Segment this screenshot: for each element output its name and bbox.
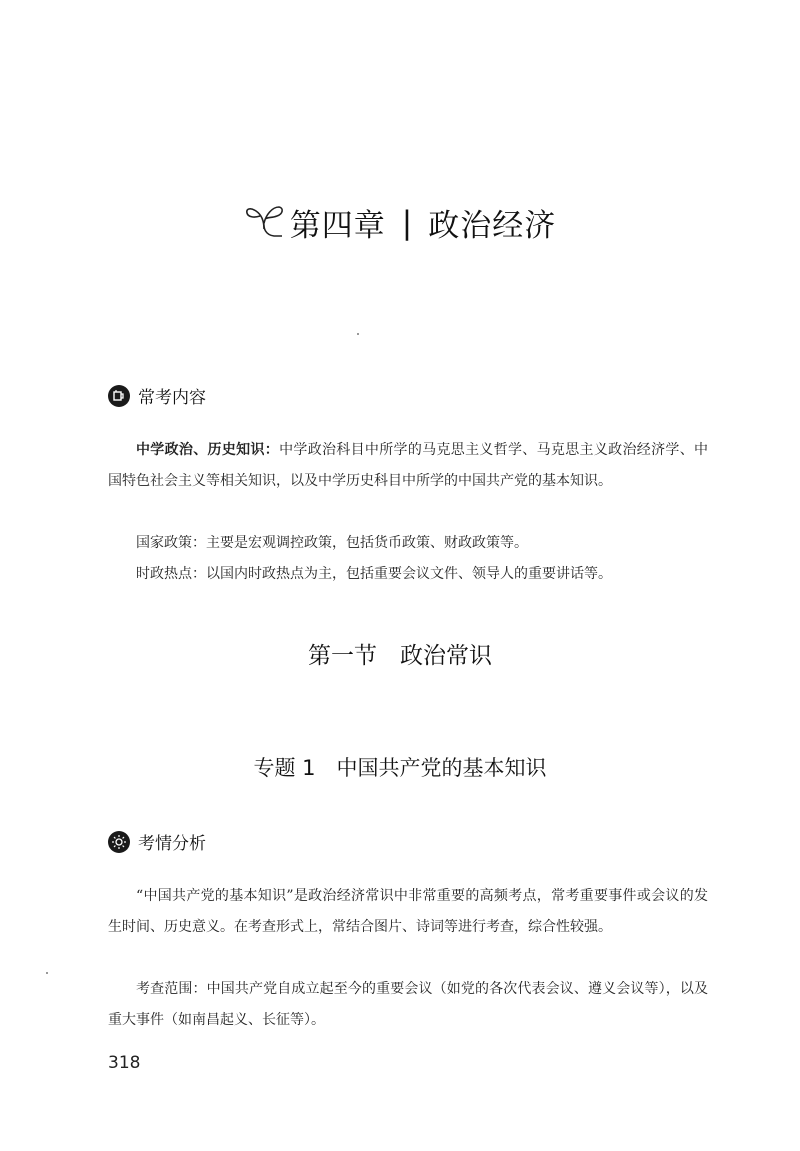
frequent-content-title: 常考内容: [138, 388, 206, 408]
chapter-separator: |: [401, 204, 413, 241]
item-text: 中学政治科目中所学的马克思主义哲学、马克思主义政治经济学、中国特色社会主义等相关知识，以及中学历史科目中所学的中国共产党的基本知识。: [108, 442, 708, 489]
analysis-scope-paragraph: 考查范围：中国共产党自成立起至今的重要会议（如党的各次代表会议、遵义会议等），以及重大事件（如南昌起义、长征等）。: [108, 981, 708, 1028]
item-text: 以国内时政热点为主，包括重要会议文件、领导人的重要讲话等。: [206, 566, 612, 582]
analysis-paragraph: “中国共产党的基本知识”是政治经济常识中非常重要的高频考点，常考重要事件或会议的发生时间、历史意义。在考查形式上，常结合图片、诗词等进行考查，综合性较强。: [108, 888, 708, 935]
exam-analysis-title: 考情分析: [138, 834, 206, 854]
frequent-item-current-affairs: [108, 559, 708, 590]
exam-analysis-header: [108, 829, 206, 854]
cup-icon: [108, 385, 130, 407]
item-lead: 时政热点：: [136, 566, 206, 582]
item-lead: 中学政治、历史知识：: [136, 442, 280, 458]
topic-title: 专题 1 中国共产党的基本知识: [253, 756, 547, 780]
item-lead: 国家政策：: [136, 535, 206, 551]
sprout-icon: [244, 199, 286, 241]
section-title: 第一节 政治常识: [308, 643, 492, 669]
chapter-number: 第四章: [289, 208, 386, 244]
chapter-heading: [0, 200, 800, 245]
page-number: 318: [108, 1053, 141, 1073]
frequent-item-politics-history: [108, 435, 708, 497]
frequent-item-policy: [108, 528, 708, 559]
scan-speck: [357, 333, 359, 335]
sun-icon: [108, 831, 130, 853]
chapter-title: 政治经济: [428, 208, 557, 244]
item-text: 主要是宏观调控政策，包括货币政策、财政政策等。: [206, 535, 528, 551]
scan-speck: [46, 972, 48, 974]
frequent-content-header: [108, 383, 206, 408]
